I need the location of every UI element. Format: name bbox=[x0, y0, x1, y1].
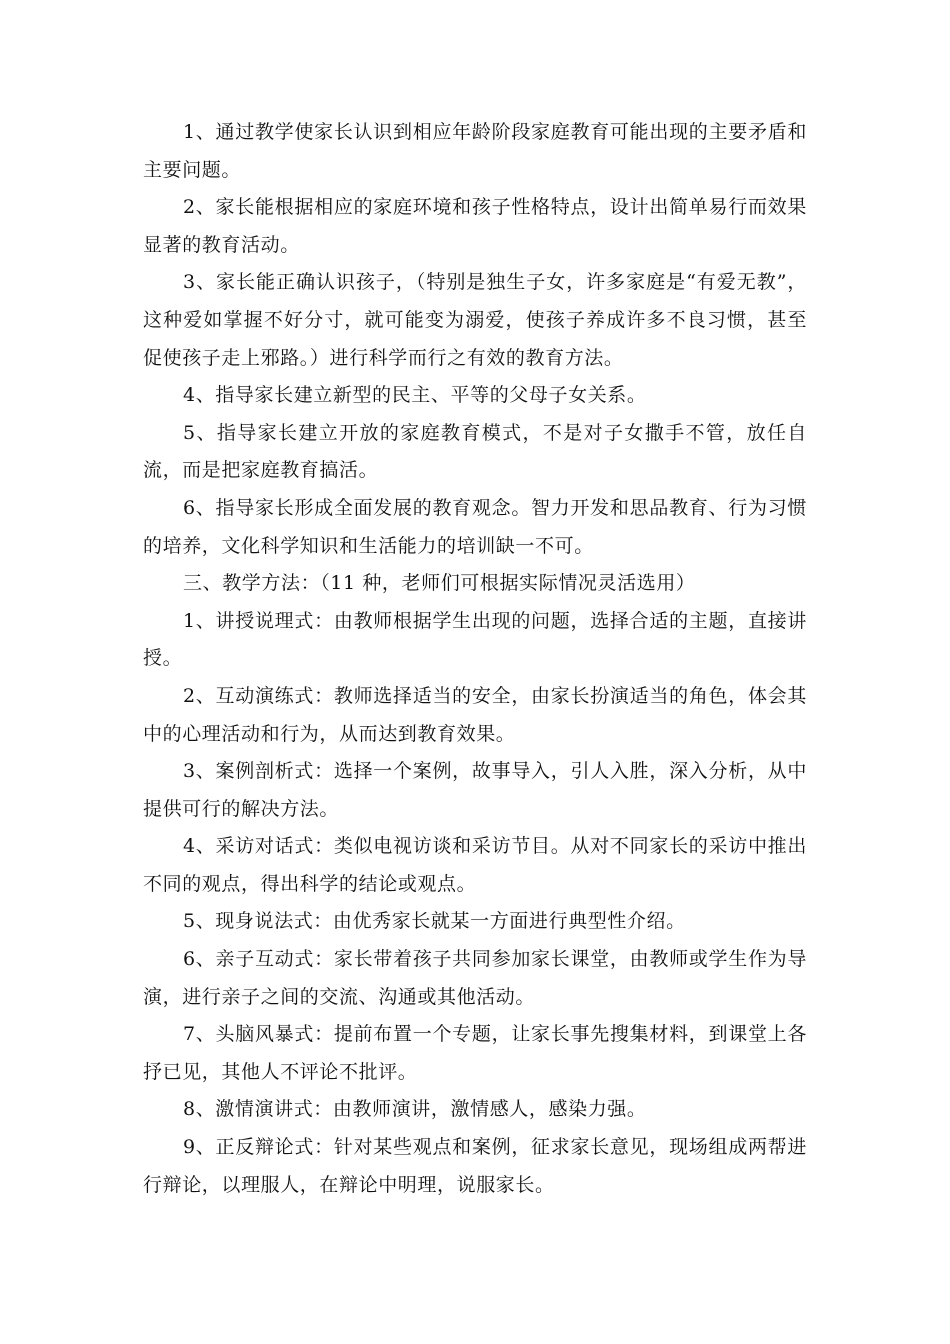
goal-paragraph-3: 3、家长能正确认识孩子，（特别是独生子女，许多家庭是“有爱无教”，这种爱如掌握不好分寸，就可能变为溺爱，使孩子养成许多不良习惯，甚至促使孩子走上邪路。）进行科学而行之有效的教育方法。 bbox=[143, 271, 807, 369]
method-paragraph-3: 3、案例剖析式：选择一个案例，故事导入，引人入胜，深入分析，从中提供可行的解决方法。 bbox=[143, 760, 807, 820]
method-paragraph-6: 6、亲子互动式：家长带着孩子共同参加家长课堂，由教师或学生作为导演，进行亲子之间的交流、沟通或其他活动。 bbox=[143, 948, 807, 1008]
method-paragraph-9: 9、正反辩论式：针对某些观点和案例，征求家长意见，现场组成两帮进行辩论，以理服人，在辩论中明理，说服家长。 bbox=[143, 1136, 807, 1196]
document-body bbox=[143, 114, 807, 1204]
method-paragraph-4: 4、采访对话式：类似电视访谈和采访节目。从对不同家长的采访中推出不同的观点，得出科学的结论或观点。 bbox=[143, 835, 807, 895]
method-paragraph-8: 8、激情演讲式：由教师演讲，激情感人，感染力强。 bbox=[183, 1098, 647, 1121]
method-paragraph-5: 5、现身说法式：由优秀家长就某一方面进行典型性介绍。 bbox=[183, 910, 686, 933]
goal-paragraph-1: 1、通过教学使家长认识到相应年龄阶段家庭教育可能出现的主要矛盾和主要问题。 bbox=[143, 121, 807, 181]
goal-paragraph-6: 6、指导家长形成全面发展的教育观念。智力开发和思品教育、行为习惯的培养，文化科学知识和生活能力的培训缺一不可。 bbox=[143, 496, 807, 557]
goal-paragraph-5: 5、指导家长建立开放的家庭教育模式，不是对子女撒手不管，放任自流，而是把家庭教育搞活。 bbox=[143, 421, 807, 482]
method-paragraph-1: 1、讲授说理式：由教师根据学生出现的问题，选择合适的主题，直接讲授。 bbox=[143, 609, 807, 670]
goal-paragraph-2: 2、家长能根据相应的家庭环境和孩子性格特点，设计出简单易行而效果显著的教育活动。 bbox=[143, 196, 807, 256]
goal-paragraph-4: 4、指导家长建立新型的民主、平等的父母子女关系。 bbox=[183, 384, 647, 407]
section-heading-teaching-methods: 三、教学方法：（11 种，老师们可根据实际情况灵活选用） bbox=[183, 572, 696, 595]
method-paragraph-2: 2、互动演练式：教师选择适当的安全，由家长扮演适当的角色，体会其中的心理活动和行为，从而达到教育效果。 bbox=[143, 684, 807, 745]
method-paragraph-7: 7、头脑风暴式：提前布置一个专题，让家长事先搜集材料，到课堂上各抒已见，其他人不评论不批评。 bbox=[143, 1023, 807, 1083]
